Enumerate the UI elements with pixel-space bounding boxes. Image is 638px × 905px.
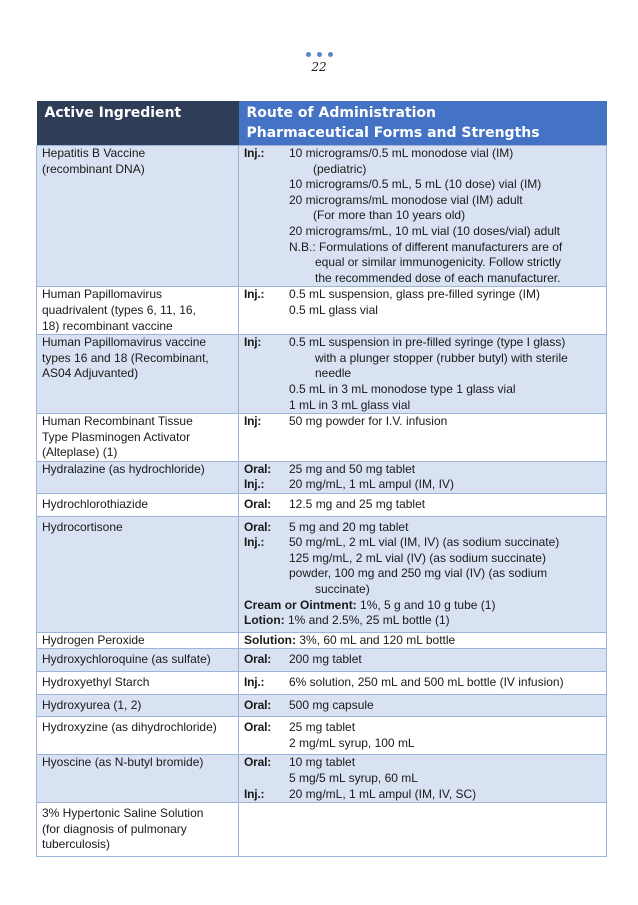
form-strength-line <box>244 598 601 614</box>
route-label: Oral: <box>244 755 272 770</box>
active-ingredient-cell <box>37 694 239 717</box>
ingredient-name-line: tuberculosis) <box>42 837 111 852</box>
table-row <box>37 694 607 717</box>
strength-text: 25 mg and 50 mg tablet <box>289 461 416 476</box>
table-row <box>37 649 607 672</box>
table-row <box>37 335 607 414</box>
form-strength-line <box>244 520 601 536</box>
form-strength-line <box>244 398 601 414</box>
form-strength-line <box>244 633 601 649</box>
form-strength-line <box>244 146 601 162</box>
strength-text: 10 micrograms/0.5 mL, 5 mL (10 dose) vial (IM) <box>289 177 542 192</box>
route-forms-cell <box>239 755 607 803</box>
form-strength-line <box>244 255 601 271</box>
dot <box>306 52 311 57</box>
strength-text: 20 mg/mL, 1 mL ampul (IM, IV) <box>289 477 454 492</box>
table-body <box>37 146 607 857</box>
ingredient-name-line: (recombinant DNA) <box>42 161 145 176</box>
strength-text: 200 mg tablet <box>289 652 362 667</box>
form-strength-line <box>244 414 601 430</box>
table-row <box>37 632 607 649</box>
ingredient-name-line: (Alteplase) (1) <box>42 445 118 460</box>
ingredient-name-line: Human Recombinant Tissue <box>42 414 193 429</box>
strength-text: 10 micrograms/0.5 mL monodose vial (IM) <box>289 146 514 160</box>
dot <box>317 52 322 57</box>
strength-text: 5 mg and 20 mg tablet <box>289 519 409 534</box>
route-label <box>244 208 289 224</box>
form-strength-line <box>244 382 601 398</box>
route-label: Oral: <box>244 697 272 712</box>
route-forms-cell <box>239 694 607 717</box>
table-row <box>37 755 607 803</box>
strength-text: 3%, 60 mL and 120 mL bottle <box>295 632 456 647</box>
route-label: Oral: <box>244 720 272 735</box>
ingredient-name-line: Hydroxyethyl Starch <box>42 675 150 689</box>
form-strength-line <box>244 240 601 256</box>
header-route-label: Route of Administration <box>246 105 436 121</box>
strength-text: 12.5 mg and 25 mg tablet <box>289 497 426 512</box>
active-ingredient-cell <box>37 755 239 803</box>
dosage-form-label: Lotion: <box>244 613 285 628</box>
form-strength-line <box>244 462 601 478</box>
route-forms-cell <box>239 803 607 857</box>
route-label: Inj.: <box>244 535 265 550</box>
form-strength-line <box>244 177 601 193</box>
route-label: Inj.: <box>244 477 265 492</box>
ingredient-name-line: 3% Hypertonic Saline Solution <box>42 806 204 821</box>
route-label <box>244 771 289 787</box>
form-text <box>244 598 601 614</box>
form-strength-line <box>244 477 601 493</box>
route-label <box>244 240 289 256</box>
ingredient-name-line: Hydrocortisone <box>42 519 123 534</box>
strength-text: 50 mg/mL, 2 mL vial (IM, IV) (as sodium succinate) <box>289 535 560 550</box>
strength-text: 0.5 mL glass vial <box>289 302 378 317</box>
table-row <box>37 803 607 857</box>
strength-text: powder, 100 mg and 250 mg vial (IV) (as sodium <box>289 566 548 581</box>
active-ingredient-cell <box>37 632 239 649</box>
ingredient-name-line: Hepatitis B Vaccine <box>42 146 146 160</box>
route-label <box>244 736 289 752</box>
ingredient-name-line: (for diagnosis of pulmonary <box>42 821 187 836</box>
ingredient-name-line: quadrivalent (types 6, 11, 16, <box>42 302 196 317</box>
route-label <box>244 224 289 240</box>
form-strength-line <box>244 535 601 551</box>
route-label <box>244 351 289 367</box>
strength-text: succinate) <box>315 582 370 597</box>
ingredient-name-line: AS04 Adjuvanted) <box>42 366 139 381</box>
form-strength-line <box>244 224 601 240</box>
active-ingredient-cell <box>37 803 239 857</box>
strength-text: 0.5 mL suspension in pre-filled syringe (type I glass) <box>289 335 566 350</box>
route-forms-cell <box>239 672 607 695</box>
strength-text: (pediatric) <box>313 161 367 176</box>
route-label <box>244 255 289 271</box>
route-forms-cell <box>239 516 607 632</box>
header-forms-label: Pharmaceutical Forms and Strengths <box>246 125 540 141</box>
strength-text: 1%, 5 g and 10 g tube (1) <box>356 597 496 612</box>
drug-table <box>36 101 607 857</box>
form-strength-line <box>244 652 601 668</box>
active-ingredient-cell <box>37 516 239 632</box>
strength-text: 0.5 mL in 3 mL monodose type 1 glass vial <box>289 381 516 396</box>
form-strength-line <box>244 566 601 582</box>
route-label: Inj.: <box>244 786 265 801</box>
table-row <box>37 414 607 462</box>
route-forms-cell <box>239 146 607 287</box>
active-ingredient-cell <box>37 414 239 462</box>
route-label <box>244 551 289 567</box>
strength-text: 1% and 2.5%, 25 mL bottle (1) <box>284 613 450 628</box>
route-forms-cell <box>239 717 607 755</box>
strength-text: 20 micrograms/mL monodose vial (IM) adult <box>289 192 523 207</box>
route-label <box>244 566 289 582</box>
strength-text: (For more than 10 years old) <box>313 208 466 223</box>
route-label <box>244 193 289 209</box>
table-row <box>37 146 607 287</box>
dosage-form-label: Cream or Ointment: <box>244 597 357 612</box>
route-label: Inj.: <box>244 146 265 160</box>
strength-text: 20 mg/mL, 1 mL ampul (IM, IV, SC) <box>289 786 477 801</box>
form-strength-line <box>244 720 601 736</box>
route-forms-cell <box>239 494 607 517</box>
dosage-form-label: Solution: <box>244 632 296 647</box>
ingredient-name-line: types 16 and 18 (Recombinant, <box>42 350 209 365</box>
strength-text: needle <box>315 366 352 381</box>
route-label <box>244 582 289 598</box>
form-strength-line <box>244 736 601 752</box>
form-strength-line <box>244 351 601 367</box>
route-forms-cell <box>239 414 607 462</box>
route-label <box>244 271 289 287</box>
route-label <box>244 177 289 193</box>
route-label: Oral: <box>244 461 272 476</box>
ingredient-name-line: Hydroxyzine (as dihydrochloride) <box>42 720 217 735</box>
form-strength-line <box>244 613 601 629</box>
route-forms-cell <box>239 461 607 493</box>
ingredient-name-line: Hydroxychloroquine (as sulfate) <box>42 652 211 667</box>
header-route-forms <box>239 101 607 146</box>
ingredient-name-line: Hydralazine (as hydrochloride) <box>42 461 205 476</box>
form-text <box>244 613 601 629</box>
ingredient-name-line: Hydrochlorothiazide <box>42 497 149 512</box>
route-label: Oral: <box>244 519 272 534</box>
route-label: Oral: <box>244 497 272 512</box>
table-row <box>37 287 607 335</box>
table-row <box>37 717 607 755</box>
form-strength-line <box>244 208 601 224</box>
route-label <box>244 303 289 319</box>
dot <box>328 52 333 57</box>
table-header-row <box>37 101 607 146</box>
form-strength-line <box>244 551 601 567</box>
form-strength-line <box>244 582 601 598</box>
strength-text: 1 mL in 3 mL glass vial <box>289 397 411 412</box>
strength-text: 500 mg capsule <box>289 697 374 712</box>
form-strength-line <box>244 303 601 319</box>
active-ingredient-cell <box>37 461 239 493</box>
route-label: Oral: <box>244 652 272 667</box>
form-strength-line <box>244 755 601 771</box>
route-forms-cell <box>239 287 607 335</box>
strength-text: equal or similar immunogenicity. Follow strictly <box>315 255 561 270</box>
active-ingredient-cell <box>37 287 239 335</box>
route-label <box>244 162 289 178</box>
active-ingredient-cell <box>37 494 239 517</box>
strength-text: 50 mg powder for I.V. infusion <box>289 414 448 429</box>
strength-text: 25 mg tablet <box>289 720 356 735</box>
table-row <box>37 516 607 632</box>
strength-text: 2 mg/mL syrup, 100 mL <box>289 735 415 750</box>
active-ingredient-cell <box>37 672 239 695</box>
form-strength-line <box>244 193 601 209</box>
form-strength-line <box>244 271 601 287</box>
strength-text: N.B.: Formulations of different manufacturers are of <box>289 239 563 254</box>
active-ingredient-cell <box>37 146 239 287</box>
ingredient-name-line: Hydrogen Peroxide <box>42 632 145 647</box>
ingredient-name-line: Hydroxyurea (1, 2) <box>42 697 142 712</box>
table-row <box>37 461 607 493</box>
form-text <box>244 633 601 649</box>
form-strength-line <box>244 787 601 803</box>
page-number: 22 <box>311 60 327 74</box>
strength-text: 20 micrograms/mL, 10 mL vial (10 doses/vial) adult <box>289 223 560 238</box>
route-label <box>244 366 289 382</box>
decorative-dots <box>0 52 638 60</box>
ingredient-name-line: 18) recombinant vaccine <box>42 318 173 333</box>
route-label <box>244 382 289 398</box>
active-ingredient-cell <box>37 649 239 672</box>
strength-text: 6% solution, 250 mL and 500 mL bottle (IV infusion) <box>289 675 564 689</box>
strength-text: 125 mg/mL, 2 mL vial (IV) (as sodium succinate) <box>289 550 546 565</box>
form-strength-line <box>244 497 601 513</box>
ingredient-name-line: Hyoscine (as N-butyl bromide) <box>42 755 204 770</box>
route-label: Inj: <box>244 335 262 350</box>
strength-text: 0.5 mL suspension, glass pre-filled syringe (IM) <box>289 287 540 302</box>
route-label: Inj.: <box>244 287 265 302</box>
form-strength-line <box>244 162 601 178</box>
form-strength-line <box>244 698 601 714</box>
form-strength-line <box>244 366 601 382</box>
ingredient-name-line: Type Plasminogen Activator <box>42 429 191 444</box>
strength-text: 10 mg tablet <box>289 755 356 770</box>
form-strength-line <box>244 771 601 787</box>
route-label: Inj: <box>244 414 262 429</box>
ingredient-name-line: Human Papillomavirus <box>42 287 163 302</box>
strength-text: the recommended dose of each manufacturer. <box>315 270 561 285</box>
header-active-ingredient: Active Ingredient <box>37 101 239 146</box>
route-label <box>244 398 289 414</box>
route-label: Inj.: <box>244 675 265 689</box>
form-strength-line <box>244 335 601 351</box>
table-row <box>37 672 607 695</box>
form-strength-line <box>244 675 601 691</box>
form-strength-line <box>244 287 601 303</box>
route-forms-cell <box>239 632 607 649</box>
active-ingredient-cell <box>37 717 239 755</box>
route-forms-cell <box>239 649 607 672</box>
ingredient-name-line: Human Papillomavirus vaccine <box>42 335 207 350</box>
route-forms-cell <box>239 335 607 414</box>
active-ingredient-cell <box>37 335 239 414</box>
strength-text: with a plunger stopper (rubber butyl) with sterile <box>315 350 568 365</box>
strength-text: 5 mg/5 mL syrup, 60 mL <box>289 770 418 785</box>
page-header <box>0 52 638 74</box>
table-row <box>37 494 607 517</box>
